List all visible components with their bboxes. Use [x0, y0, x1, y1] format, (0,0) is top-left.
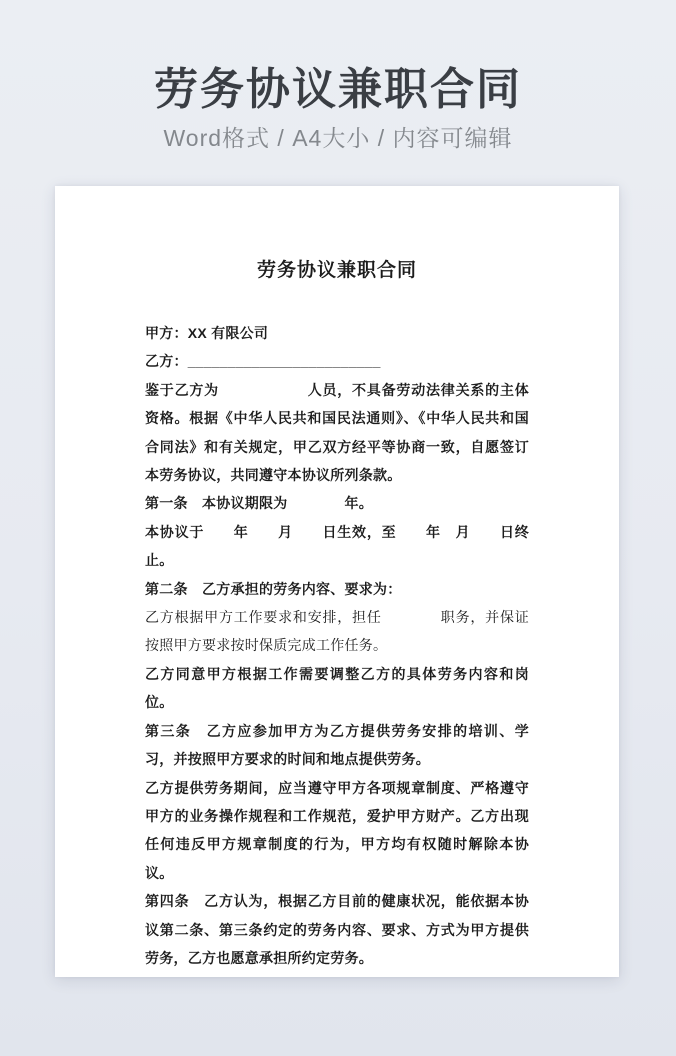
paragraph-clause-2-duties: 乙方根据甲方工作要求和安排，担任 职务，并保证按照甲方要求按时保质完成工作任务。 — [145, 609, 529, 654]
banner — [0, 0, 676, 154]
paragraph-clause-4-health: 第四条 乙方认为，根据乙方目前的健康状况，能依据本协议第二条、第三条约定的劳务内容、要求、方式为甲方提供劳务，乙方也愿意承担所约定劳务。 — [145, 893, 529, 966]
paragraph-clause-3-rules: 乙方提供劳务期间，应当遵守甲方各项规章制度、严格遵守甲方的业务操作规程和工作规范，爱护甲方财产。乙方出现任何违反甲方规章制度的行为，甲方均有权随时解除本协议。 — [145, 779, 529, 881]
paragraph-preamble: 鉴于乙方为 人员，不具备劳动法律关系的主体资格。根据《中华人民共和国民法通则》、《中华人民共和国合同法》和有关规定，甲乙双方经平等协商一致，自愿签订本劳务协议，共同遵守本协议所列条款。 — [145, 381, 529, 484]
paragraph-effective-dates: 本协议于 年 月 日生效，至 年 月 日终止。 — [145, 523, 529, 569]
paragraph-clause-2-heading: 第二条 乙方承担的劳务内容、要求为： — [145, 580, 402, 597]
document-body — [145, 319, 529, 972]
paragraph-clause-2-adjustment: 乙方同意甲方根据工作需要调整乙方的具体劳务内容和岗位。 — [145, 665, 529, 711]
banner-subtitle: Word格式 / A4大小 / 内容可编辑 — [163, 125, 513, 151]
paragraph-party-b: 乙方：________________________ — [145, 353, 381, 370]
banner-title: 劳务协议兼职合同 — [154, 65, 522, 114]
document-page — [55, 186, 619, 977]
document-title: 劳务协议兼职合同 — [256, 260, 417, 281]
paragraph-clause-1-term: 第一条 本协议期限为 年。 — [145, 495, 373, 512]
paragraph-clause-3-training: 第三条 乙方应参加甲方为乙方提供劳务安排的培训、学习，并按照甲方要求的时间和地点提供劳务。 — [145, 722, 529, 768]
paragraph-party-a: 甲方：XX 有限公司 — [145, 325, 269, 341]
document-page-content — [55, 186, 619, 972]
